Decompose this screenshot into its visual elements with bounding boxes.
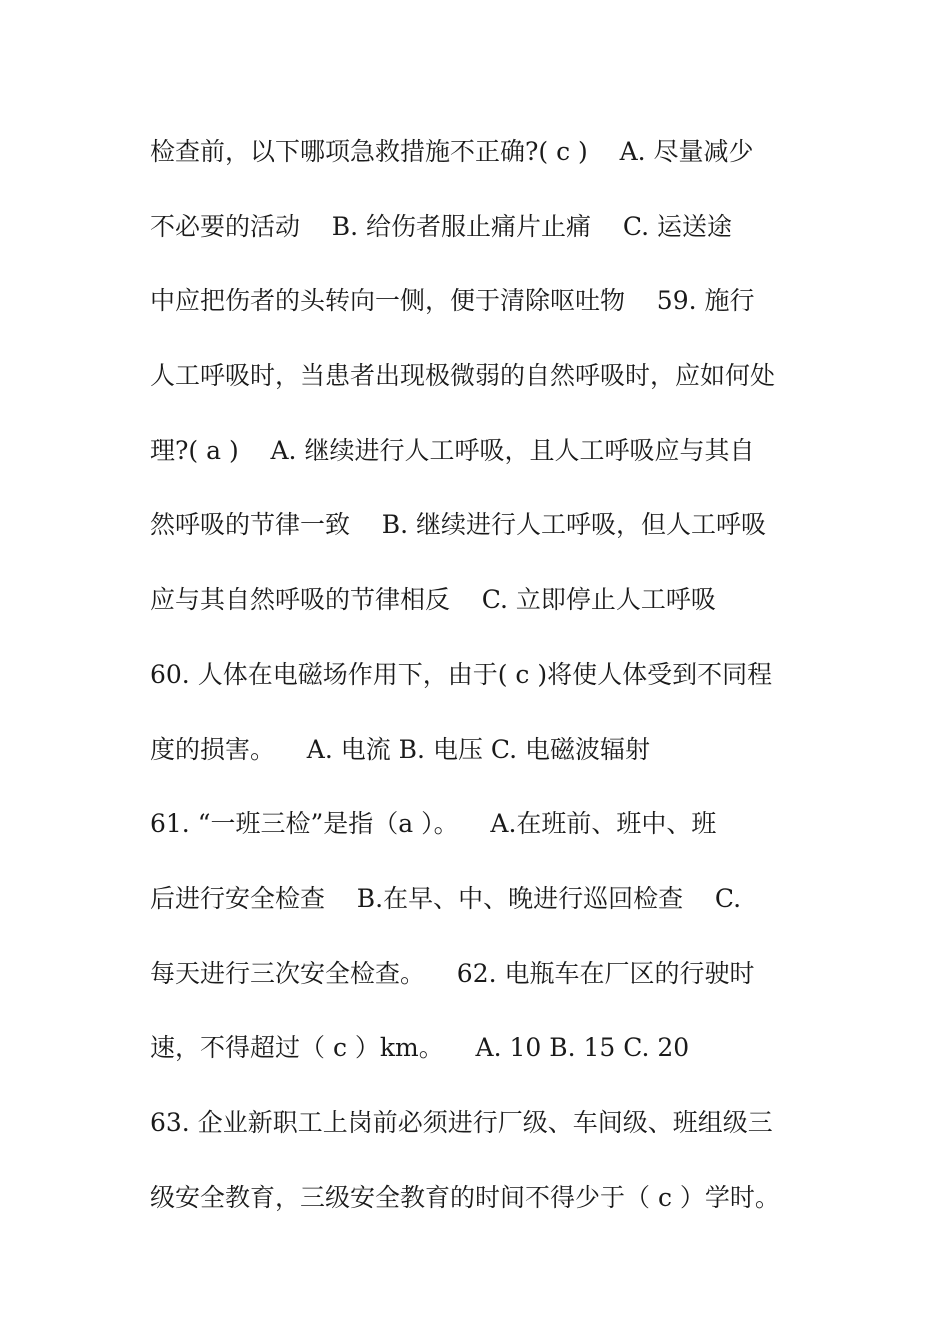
text-line-1: 检查前，以下哪项急救措施不正确?( c ) A. 尽量减少 bbox=[150, 137, 754, 166]
text-line-6: 然呼吸的节律一致 B. 继续进行人工呼吸，但人工呼吸 bbox=[150, 510, 767, 540]
text-line-3: 中应把伤者的头转向一侧，便于清除呕吐物 59. 施行 bbox=[150, 286, 755, 316]
text-line-9: 度的损害。 A. 电流 B. 电压 C. 电磁波辐射 bbox=[150, 734, 651, 764]
text-line-8: 60. 人体在电磁场作用下，由于( c )将使人体受到不同程 bbox=[150, 659, 773, 689]
text-line-10: 61. “一班三检”是指（a ）。 A.在班前、班中、班 bbox=[150, 809, 717, 839]
text-line-5: 理?( a ) A. 继续进行人工呼吸，且人工呼吸应与其自 bbox=[150, 435, 755, 465]
text-line-7: 应与其自然呼吸的节律相反 C. 立即停止人工呼吸 bbox=[150, 585, 716, 615]
text-line-12: 每天进行三次安全检查。 62. 电瓶车在厂区的行驶时 bbox=[150, 958, 755, 988]
text-line-11: 后进行安全检查 B.在早、中、晚进行巡回检查 C. bbox=[150, 883, 742, 913]
text-line-13: 速，不得超过（ c ）km。 A. 10 B. 15 C. 20 bbox=[150, 1033, 690, 1063]
document-body bbox=[150, 127, 815, 1247]
text-line-2: 不必要的活动 B. 给伤者服止痛片止痛 C. 运送途 bbox=[150, 211, 732, 241]
text-line-15: 级安全教育，三级安全教育的时间不得少于（ c ）学时。 bbox=[150, 1182, 780, 1212]
text-line-4: 人工呼吸时，当患者出现极微弱的自然呼吸时，应如何处 bbox=[150, 361, 776, 391]
text-line-14: 63. 企业新职工上岗前必须进行厂级、车间级、班组级三 bbox=[150, 1107, 773, 1137]
